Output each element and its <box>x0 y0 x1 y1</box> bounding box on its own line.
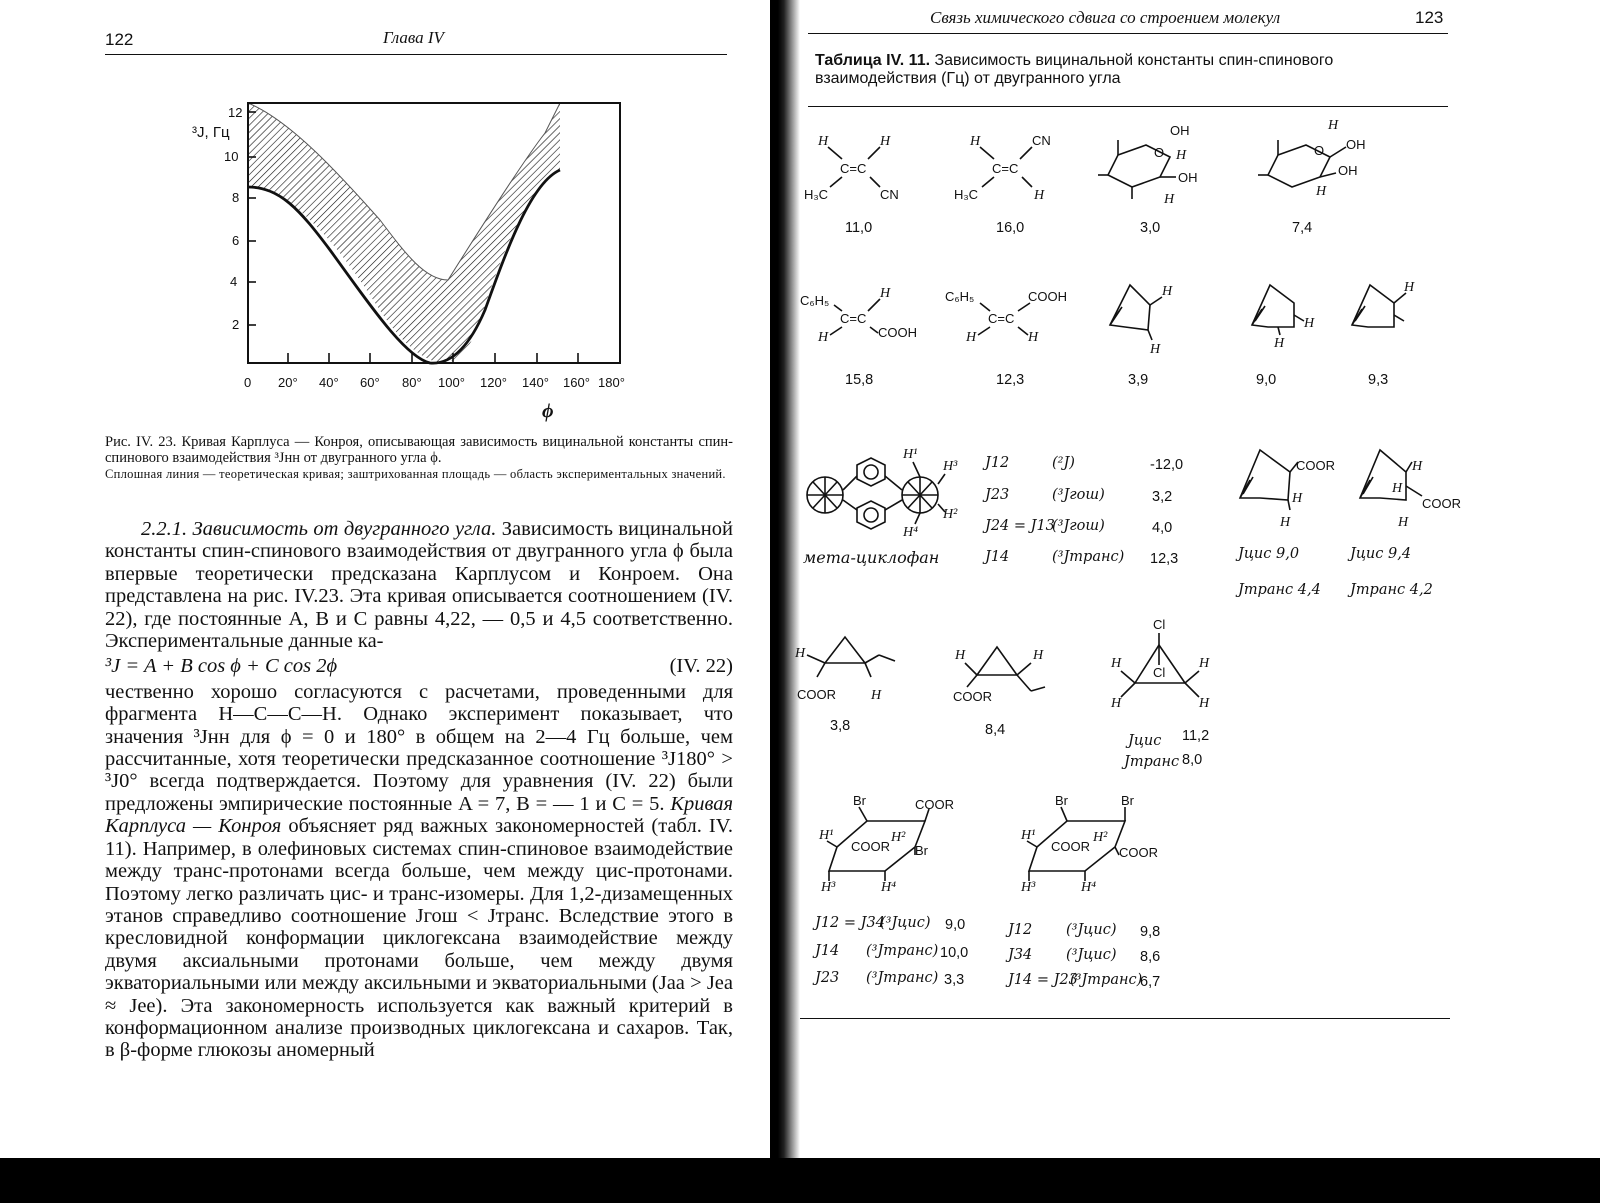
cyclophane-structure <box>795 440 975 550</box>
j-label: J23 <box>985 487 1010 503</box>
svg-text:COOR: COOR <box>953 689 992 704</box>
running-head: Глава IV <box>383 28 444 47</box>
j-cis: Jцис <box>1128 733 1162 749</box>
svg-text:OH: OH <box>1170 123 1190 138</box>
svg-text:H: H <box>955 648 966 663</box>
svg-text:OH: OH <box>1338 163 1358 178</box>
norbornene-coor-structures <box>1230 440 1470 535</box>
j-value: -12,0 <box>1150 457 1184 473</box>
x-tick-label: 100° <box>438 375 465 390</box>
svg-text:COOR: COOR <box>1119 845 1158 860</box>
svg-text:H⁴: H⁴ <box>1081 880 1096 895</box>
y-tick-label: 12 <box>228 105 243 120</box>
table-caption <box>815 52 1440 88</box>
equation-line <box>105 655 733 677</box>
y-tick-label: 8 <box>232 190 240 205</box>
y-axis-label: ³J, Гц <box>192 124 230 141</box>
y-tick-label: 6 <box>232 233 240 248</box>
svg-text:H: H <box>1028 330 1039 345</box>
y-tick-label: 4 <box>230 274 238 289</box>
j-value: 3,8 <box>830 718 851 734</box>
crotononitrile-cis <box>954 133 1051 203</box>
caption-main: Рис. IV. 23. Кривая Карплуса — Конроя, описывающая зависимость вицинальной константы спин-спинового взаимодействия ³Jнн от двугранного угла ϕ. <box>105 434 733 466</box>
x-tick-label: 180° <box>598 375 625 390</box>
norbornene-coor-1 <box>1240 450 1335 530</box>
norbornene-2 <box>1252 285 1315 351</box>
header-rule <box>808 33 1448 34</box>
svg-text:H: H <box>1111 696 1122 711</box>
svg-text:H: H <box>966 330 977 345</box>
caption-note: Сплошная линия — теоретическая кривая; заштрихованная площадь — область экспериментальных значений. <box>105 467 726 481</box>
j-value: 15,8 <box>845 372 874 388</box>
pyranose-equatorial <box>1258 118 1366 199</box>
scan-edge <box>0 1158 1600 1203</box>
svg-text:Br: Br <box>853 795 866 808</box>
experimental-band <box>248 103 560 363</box>
j-value: 9,0 <box>1256 372 1277 388</box>
j-value: 3,9 <box>1128 372 1149 388</box>
paragraph-text: объясняет ряд важных закономерностей (табл. IV. 11). Например, в олефиновых системах спин-спиновое взаимодействие между транс-протонами всегда больше, чем между цис-протонами. Поэтому легко различать цис- и транс-изомеры. Для 1,2-дизамещенных этанов справедливо соотношение Jгош < Jтранс. Вследствие этого в кресловидной конформации циклогексана взаимодействие между двумя аксиальными протонами больше, чем между двумя экваториальными или между аксильными и экваториальными (Jaa > Jea ≈ Jee). Эта закономерность используется как важный критерий в конформационном анализе производных циклогексана и сахаров. Так, в β-форме глюкозы аномерный <box>105 815 733 1062</box>
j-label: J23 <box>815 970 840 986</box>
table-bottom-rule <box>800 1018 1450 1019</box>
svg-text:H³: H³ <box>1021 880 1036 895</box>
svg-text:H: H <box>871 688 882 703</box>
j-label: J14 = J23 <box>1008 972 1078 988</box>
j-label: J12 = J34 <box>815 915 885 931</box>
svg-text:COOR: COOR <box>797 687 836 702</box>
x-tick-label: 40° <box>319 375 339 390</box>
j-value: 6,7 <box>1140 974 1161 990</box>
svg-text:COOR: COOR <box>1296 458 1335 473</box>
svg-text:H⁴: H⁴ <box>881 880 896 895</box>
x-tick-label: 140° <box>522 375 549 390</box>
j-value: 3,0 <box>1140 220 1161 236</box>
norbornene-1 <box>1110 284 1173 357</box>
svg-text:H: H <box>880 134 891 149</box>
svg-text:H: H <box>1412 459 1423 474</box>
svg-text:H: H <box>1328 118 1339 133</box>
pyranose-axial <box>1098 123 1198 207</box>
svg-text:H: H <box>970 134 981 149</box>
cyclohexane-b <box>1020 795 1158 895</box>
j-value: 4,0 <box>1152 520 1173 536</box>
svg-text:CN: CN <box>1032 133 1051 148</box>
svg-text:H²: H² <box>1093 830 1108 845</box>
svg-text:H¹: H¹ <box>819 828 834 843</box>
x-tick-label: 60° <box>360 375 380 390</box>
svg-text:H: H <box>1150 342 1161 357</box>
body-text <box>105 518 733 1062</box>
svg-text:H: H <box>880 286 891 301</box>
svg-text:Br: Br <box>1121 795 1134 808</box>
cinnamic-acid-trans <box>800 286 917 345</box>
svg-text:Cl: Cl <box>1153 665 1166 680</box>
svg-text:H₃C: H₃C <box>804 187 829 202</box>
j-value: 8,4 <box>985 722 1006 738</box>
section-heading: 2.2.1. Зависимость от двугранного угла. <box>141 518 497 540</box>
structures-row-1 <box>800 115 1480 230</box>
book-gutter <box>770 0 800 1203</box>
cyclohexane-a <box>818 795 954 895</box>
svg-text:OH: OH <box>1178 170 1198 185</box>
j-label: J34 <box>1008 947 1033 963</box>
running-head: Связь химического сдвига со строением молекул <box>930 8 1281 27</box>
j-value: 11,0 <box>845 220 873 236</box>
svg-text:H: H <box>795 646 806 661</box>
x-tick-label: 0 <box>244 375 252 390</box>
svg-text:H: H <box>818 134 829 149</box>
karplus-chart <box>180 95 660 425</box>
structures-row-2 <box>800 275 1480 375</box>
svg-text:Br: Br <box>915 843 928 858</box>
svg-text:H: H <box>1033 648 1044 663</box>
svg-text:Br: Br <box>1055 795 1068 808</box>
y-tick-label: 10 <box>224 149 239 164</box>
cyclopropane-2 <box>953 647 1045 704</box>
svg-text:H: H <box>1176 148 1187 163</box>
j-value: 9,0 <box>945 917 966 933</box>
j-value: 8,6 <box>1140 949 1161 965</box>
y-tick-label: 2 <box>232 317 240 332</box>
svg-text:H: H <box>1398 515 1409 530</box>
svg-text:OH: OH <box>1346 137 1366 152</box>
svg-text:H: H <box>1162 284 1173 299</box>
svg-text:COOH: COOH <box>1028 289 1067 304</box>
j-label: J14 <box>985 549 1010 565</box>
svg-text:O: O <box>1314 143 1325 158</box>
norbornene-coor-2 <box>1360 450 1461 530</box>
svg-text:H²: H² <box>943 507 958 522</box>
svg-text:COOR: COOR <box>851 839 890 854</box>
svg-text:C₆H₅: C₆H₅ <box>800 293 830 308</box>
j-value: 7,4 <box>1292 220 1313 236</box>
cyclopropane-1 <box>795 637 895 703</box>
j-value: 12,3 <box>1150 551 1179 567</box>
svg-text:H³: H³ <box>821 880 836 895</box>
j-type: (³Jтранс) <box>1052 549 1125 565</box>
svg-text:H³: H³ <box>943 459 958 474</box>
svg-text:H: H <box>1392 481 1403 496</box>
svg-text:O: O <box>1154 145 1165 160</box>
dichlorocyclopropane <box>1110 617 1210 711</box>
j-value: 10,0 <box>940 945 969 961</box>
x-axis-label: ϕ <box>542 400 554 422</box>
equation: ³J = A + B cos ϕ + C cos 2ϕ <box>105 655 338 678</box>
j-value: 9,3 <box>1368 372 1389 388</box>
j-type: (³Jцис) <box>880 915 931 931</box>
svg-text:C=C: C=C <box>840 161 867 176</box>
j-label: J12 <box>1008 922 1033 938</box>
x-tick-label: 80° <box>402 375 422 390</box>
svg-text:H: H <box>1164 192 1175 207</box>
svg-text:COOR: COOR <box>1051 839 1090 854</box>
svg-text:H²: H² <box>891 830 906 845</box>
j-type: (³Jцис) <box>1066 922 1117 938</box>
svg-text:C₆H₅: C₆H₅ <box>945 289 975 304</box>
header-rule <box>105 54 727 55</box>
paragraph-text: Зависимость вицинальной константы спин-спинового взаимодействия от двугранного угла ϕ была впервые теоретически предсказана Карплусом и Конроем. Она представлена на рис. IV.23. Эта кривая описывается соотношением (IV. 22), где постоянные A, B и C равны 4,22, — 0,5 и 4,5 соответственно. Экспериментальные данные ка- <box>105 518 733 653</box>
svg-text:H⁴: H⁴ <box>903 525 918 540</box>
j-value: 9,8 <box>1140 924 1161 940</box>
paragraph <box>105 518 733 652</box>
j-value: 12,3 <box>996 372 1025 388</box>
j-type: (³Jтранс) <box>1070 972 1143 988</box>
svg-text:C=C: C=C <box>988 311 1015 326</box>
j-value: 16,0 <box>996 220 1025 236</box>
compound-name: мета-циклофан <box>803 548 940 567</box>
j-value: 3,2 <box>1152 489 1173 505</box>
svg-text:COOR: COOR <box>915 797 954 812</box>
svg-text:C=C: C=C <box>840 311 867 326</box>
j-type: (³Jгош) <box>1052 518 1105 534</box>
svg-text:H¹: H¹ <box>903 447 918 462</box>
crotononitrile-trans <box>804 134 899 202</box>
j-cis: Jцис 9,4 <box>1350 546 1412 562</box>
svg-text:CN: CN <box>880 187 899 202</box>
equation-number: (IV. 22) <box>669 655 733 678</box>
page-number: 123 <box>1415 8 1444 27</box>
j-type: (³Jтранс) <box>866 943 939 959</box>
svg-text:H: H <box>1111 656 1122 671</box>
svg-text:C=C: C=C <box>992 161 1019 176</box>
table-title: Зависимость вицинальной константы спин-спинового взаимодействия (Гц) от двугранного угла <box>815 52 1334 87</box>
x-tick-label: 160° <box>563 375 590 390</box>
j-value: 11,2 <box>1182 728 1210 744</box>
norbornene-3 <box>1352 280 1415 327</box>
j-type: (³Jтранс) <box>866 970 939 986</box>
j-type: (²J) <box>1052 455 1075 471</box>
svg-text:H: H <box>1274 336 1285 351</box>
j-type: (³Jцис) <box>1066 947 1117 963</box>
j-trans: Jтранс 4,2 <box>1350 582 1433 598</box>
svg-text:H¹: H¹ <box>1021 828 1036 843</box>
cyclopropane-structures <box>795 615 1235 715</box>
j-label: J12 <box>985 455 1010 471</box>
j-value: 8,0 <box>1182 752 1203 768</box>
svg-text:Cl: Cl <box>1153 617 1166 632</box>
table-top-rule <box>808 106 1448 107</box>
cyclohexane-structures <box>815 795 1175 900</box>
svg-text:H₃C: H₃C <box>954 187 979 202</box>
j-trans: Jтранс <box>1124 754 1180 770</box>
svg-text:H: H <box>818 330 829 345</box>
left-page <box>0 0 770 1160</box>
paragraph-text: чественно хорошо согласуются с расчетами, проведенными для фрагмента H—C—C—H. Однако эксперимент показывает, что значения ³Jнн для ϕ = 0 и 180° в общем на 2—4 Гц больше, чем рассчитанные, хотя теоретически предсказанное соотношение ³J180° > ³J0° всегда подтверждается. Поэтому для уравнения (IV. 22) были предложены эмпирические постоянные A = 7, B = — 1 и C = 5. <box>105 680 733 815</box>
cinnamic-acid-cis <box>945 289 1067 345</box>
svg-text:COOH: COOH <box>878 325 917 340</box>
page-number: 122 <box>105 30 134 49</box>
paragraph <box>105 681 733 1062</box>
j-label: J24 = J13 <box>985 518 1055 534</box>
svg-text:H: H <box>1304 316 1315 331</box>
j-trans: Jтранс 4,4 <box>1238 582 1321 598</box>
svg-text:H: H <box>1199 656 1210 671</box>
table-label: Таблица IV. 11. <box>815 52 931 69</box>
svg-text:H: H <box>1034 188 1045 203</box>
x-tick-label: 120° <box>480 375 507 390</box>
svg-text:COOR: COOR <box>1422 496 1461 511</box>
svg-text:H: H <box>1280 515 1291 530</box>
svg-text:H: H <box>1316 184 1327 199</box>
j-value: 3,3 <box>944 972 965 988</box>
x-tick-label: 20° <box>278 375 298 390</box>
svg-text:H: H <box>1292 491 1303 506</box>
j-type: (³Jгош) <box>1052 487 1105 503</box>
figure-caption <box>105 434 733 482</box>
j-cis: Jцис 9,0 <box>1238 546 1300 562</box>
svg-text:H: H <box>1404 280 1415 295</box>
svg-text:H: H <box>1199 696 1210 711</box>
emphasis: Кривая Карплуса — Конроя <box>105 792 733 838</box>
j-label: J14 <box>815 943 840 959</box>
